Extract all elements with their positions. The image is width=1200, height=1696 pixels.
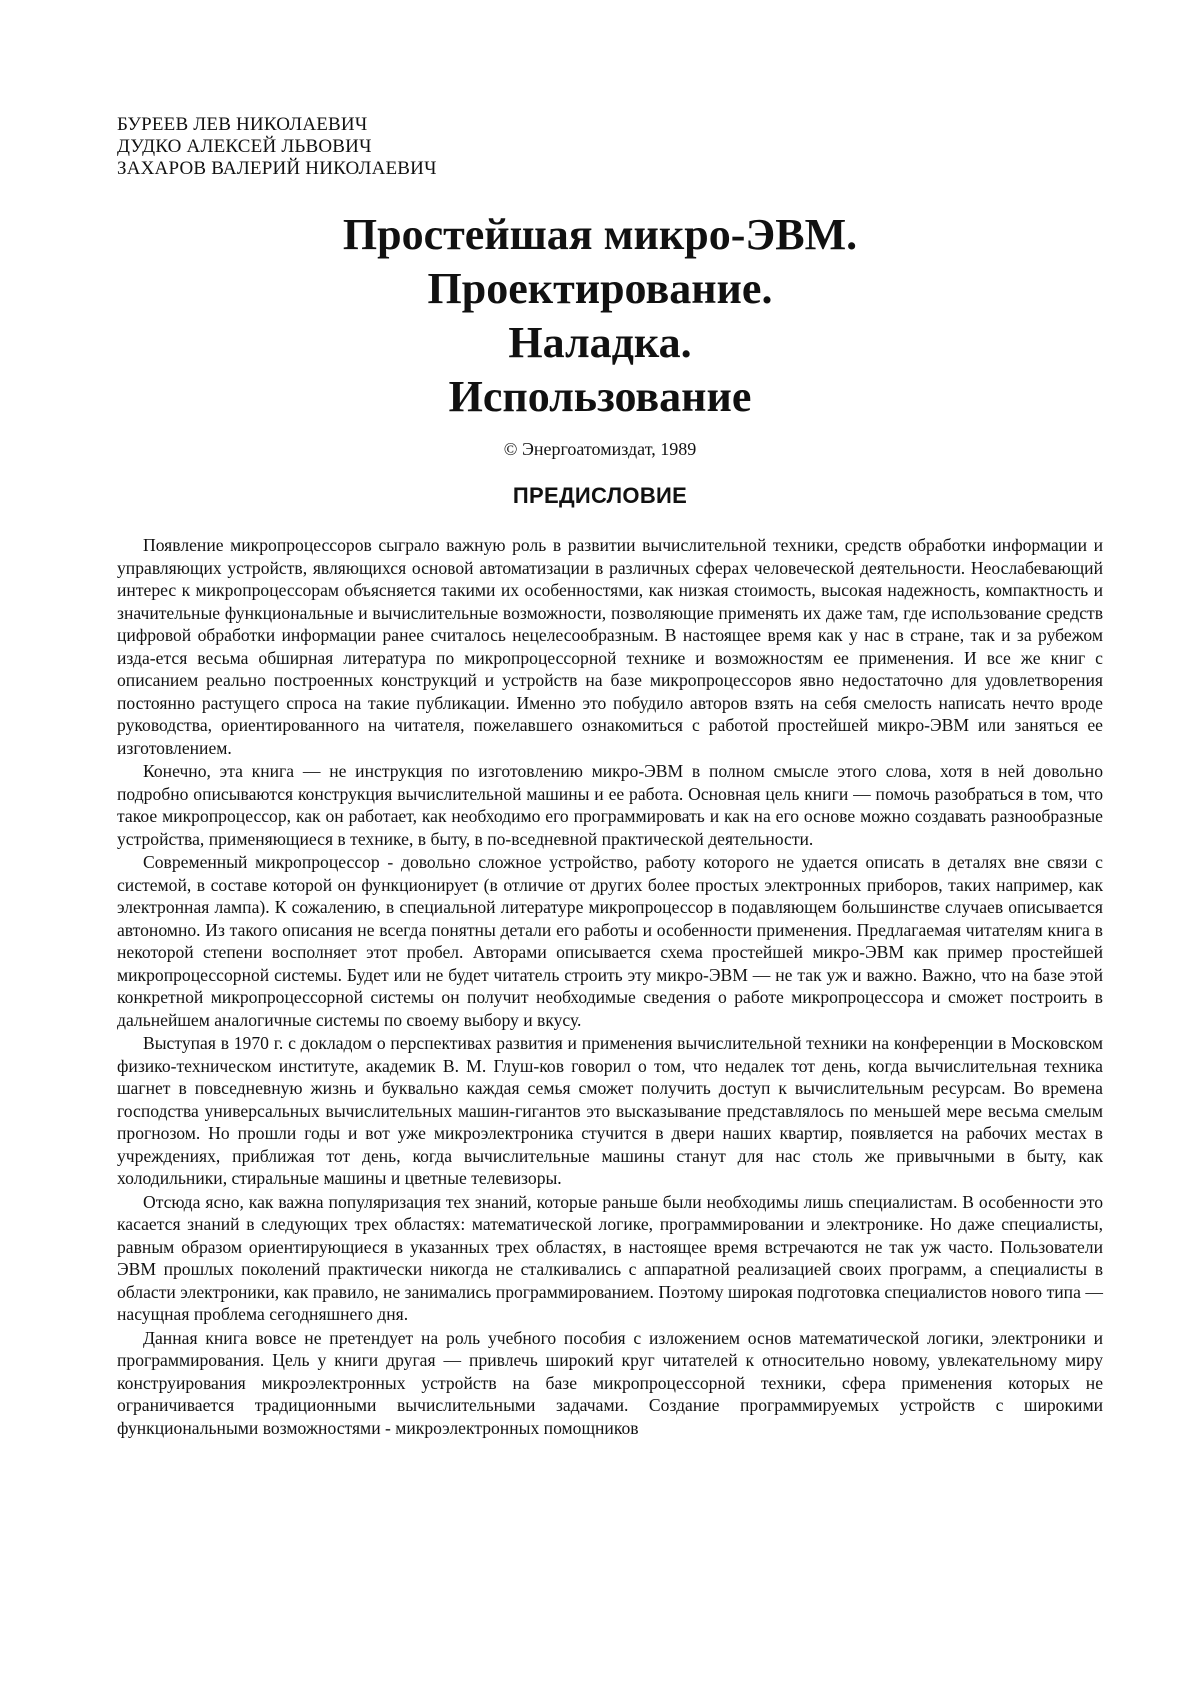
author-list [117, 114, 437, 180]
paragraph: Появление микропроцессоров сыграло важную роль в развитии вычислительной техники, средств обработки информации и управляющих устройств, являющихся основой автоматизации в различных сферах человеческой деятельности. Неослабевающий интерес к микропроцессорам объясняется такими их особенностями, как низкая стоимость, высокая надежность, компактность и значительные функциональные и вычислительные возможности, позволяющие применять их даже там, где использование средств цифровой обработки информации ранее считалось нецелесообразным. В настоящее время как у нас в стране, так и за рубежом изда-ется весьма обширная литература по микропроцессорной технике и возможностям ее применения. И все же книг с описанием реально построенных конструкций и устройств на базе микропроцессоров явно недостаточно для удовлетворения постоянно растущего спроса на такие публикации. Именно это побудило авторов взять на себя смелость написать нечто вроде руководства, ориентированного на читателя, пожелавшего ознакомиться с работой простейшей микро-ЭВМ или заняться ее изготовлением. [117, 534, 1103, 759]
title-line: Использование [0, 370, 1200, 424]
document-page [0, 0, 1200, 1696]
title-line: Наладка. [0, 316, 1200, 370]
paragraph: Выступая в 1970 г. с докладом о перспективах развития и применения вычислительной техники на конференции в Московском физико-техническом институте, академик В. М. Глуш-ков говорил о том, что недалек тот день, когда вычислительная техника шагнет в повседневную жизнь и буквально каждая семья сможет получить доступ к вычислительным ресурсам. Во времена господства универсальных вычислительных машин-гигантов это высказывание представлялось по меньшей мере весьма смелым прогнозом. Но прошли годы и вот уже микроэлектроника стучится в двери наших квартир, появляется на рабочих местах в учреждениях, приближая тот день, когда вычислительные машины станут для нас столь же привычными в быту, как холодильники, стиральные машины и цветные телевизоры. [117, 1032, 1103, 1190]
paragraph: Современный микропроцессор - довольно сложное устройство, работу которого не удается описать в деталях вне связи с системой, в составе которой он функционирует (в отличие от других более простых электронных приборов, таких например, как электронная лампа). К сожалению, в специальной литературе микропроцессор в подавляющем большинстве случаев описывается автономно. Из такого описания не всегда понятны детали его работы и особенности применения. Предлагаемая читателям книга в некоторой степени восполняет этот пробел. Авторами описывается схема простейшей микро-ЭВМ как пример простейшей микропроцессорной системы. Будет или не будет читатель строить эту микро-ЭВМ — не так уж и важно. Важно, что на базе этой конкретной микропроцессорной системы он получит необходимые сведения о работе микропроцессора и сможет построить в дальнейшем аналогичные системы по своему выбору и вкусу. [117, 851, 1103, 1031]
paragraph: Данная книга вовсе не претендует на роль учебного пособия с изложением основ математической логики, электроники и программирования. Цель у книги другая — привлечь широкий круг читателей к относительно новому, увлекательному миру конструирования микроэлектронных устройств на базе микропроцессорной техники, сфера применения которых не ограничивается традиционными вычислительными задачами. Создание программируемых устройств с широкими функциональными возможностями - микроэлектронных помощников [117, 1327, 1103, 1440]
title-line: Простейшая микро-ЭВМ. [0, 208, 1200, 262]
section-heading: ПРЕДИСЛОВИЕ [0, 483, 1200, 509]
author-name: БУРЕЕВ ЛЕВ НИКОЛАЕВИЧ [117, 114, 437, 136]
author-name: ДУДКО АЛЕКСЕЙ ЛЬВОВИЧ [117, 136, 437, 158]
paragraph: Конечно, эта книга — не инструкция по изготовлению микро-ЭВМ в полном смысле этого слова, хотя в ней довольно подробно описываются конструкция вычислительной машины и ее работа. Основная цель книги — помочь разобраться в том, что такое микропроцессор, как он работает, как необходимо его программировать и как на его основе можно создавать разнообразные устройства, применяющиеся в технике, в быту, в по-вседневной практической деятельности. [117, 760, 1103, 850]
paragraph: Отсюда ясно, как важна популяризация тех знаний, которые раньше были необходимы лишь специалистам. В особенности это касается знаний в следующих трех областях: математической логике, программировании и электронике. Но даже специалисты, равным образом ориентирующиеся в указанных трех областях, в настоящее время встречаются не так уж часто. Пользователи ЭВМ прошлых поколений практически никогда не сталкивались с аппаратной реализацией своих программ, а специалисты в области электроники, как правило, не занимались программированием. Поэтому широкая подготовка специалистов нового типа — насущная проблема сегодняшнего дня. [117, 1191, 1103, 1326]
author-name: ЗАХАРОВ ВАЛЕРИЙ НИКОЛАЕВИЧ [117, 158, 437, 180]
book-title [0, 208, 1200, 424]
title-line: Проектирование. [0, 262, 1200, 316]
preface-body [117, 534, 1103, 1440]
copyright-notice: © Энергоатомиздат, 1989 [0, 438, 1200, 460]
